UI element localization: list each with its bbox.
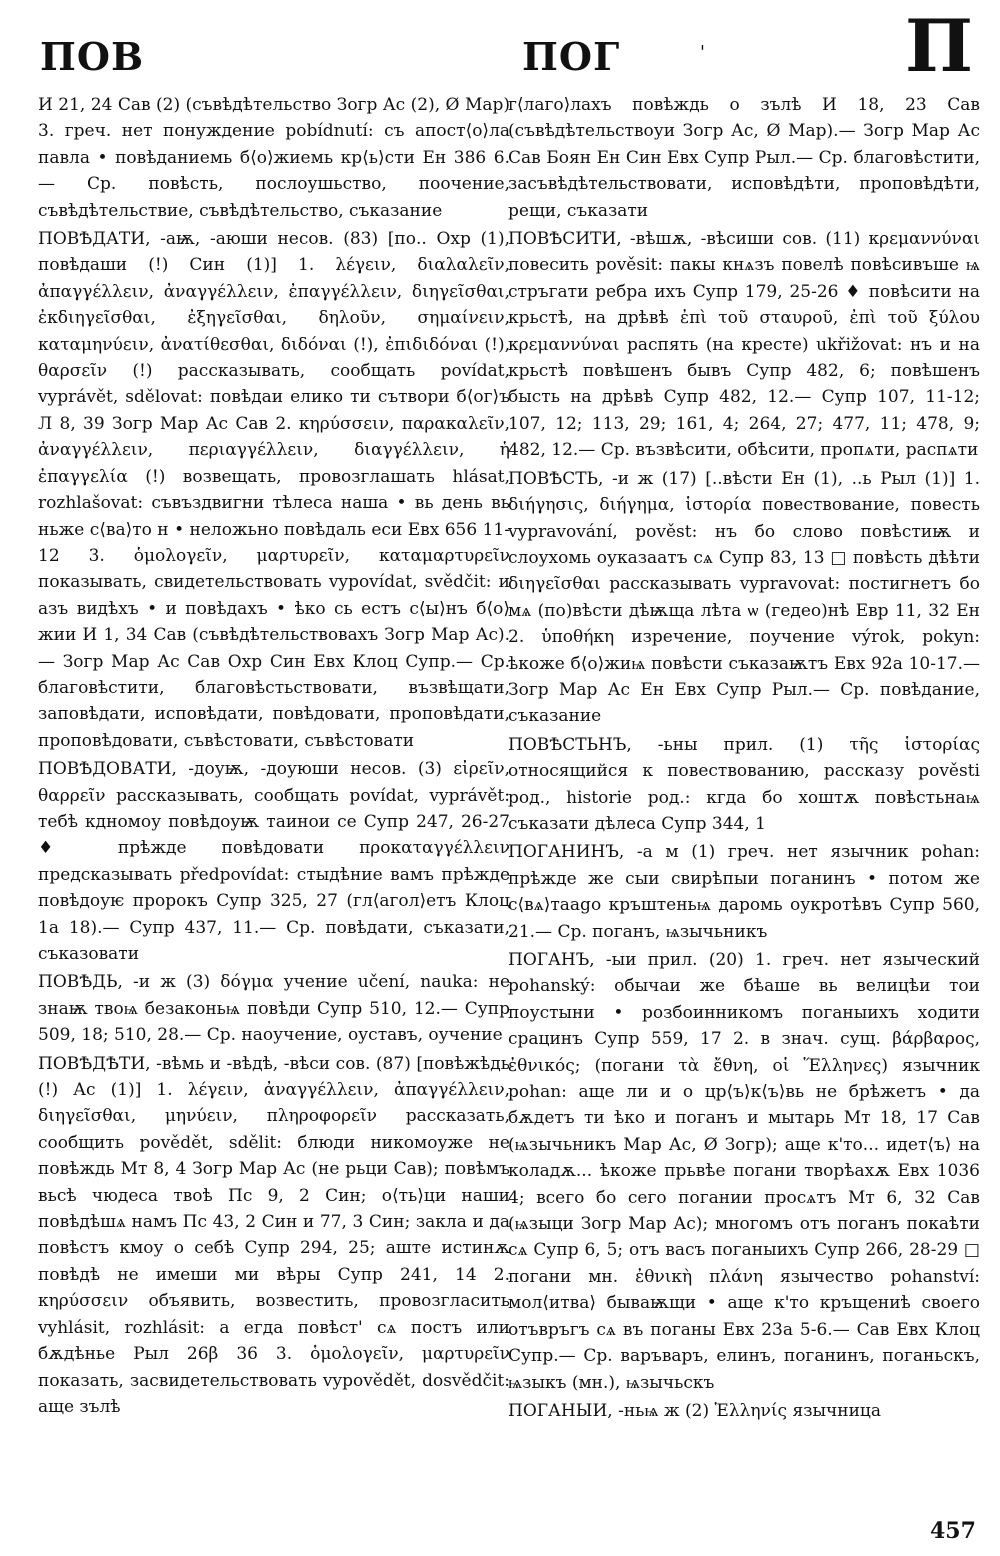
entry-continuation-povedanie: И 21, 24 Сав (2) (съвѣдѣтельство Зогр Ас (2), Ø Мар) 3. греч. нет понуждение pobídnutí: съ апост⟨о⟩ла павла • повѣданиемь б⟨о⟩жиемь кр⟨ь⟩сти Ен 386 6.— Ср. повѣсть, послоушьство, поочение, съвѣдѣтельствие, съвѣдѣтельство, съказание — [38, 95, 510, 221]
header-mark: ' — [700, 42, 705, 63]
entry-poganyi: ПОГАНЫИ, -ньѩ ж (2) Ἑλληνίς язычница — [508, 1400, 881, 1421]
entry-povedovati: ПОВѢДОВАТИ, -доуѭ, -доуюши несов. (3) εἰρεῖν, θαρρεῖν рассказывать, сообщать povídat, vyprávět: тебѣ кдномоу повѣдоуѭ таинои се Супр 247, 26-27 ♦ прѣжде повѣдовати προκαταγγέλλειν предсказывать předpovídat: стыдѣние вамъ прѣжде повѣдоуѥ пророкъ Супр 325, 27 (гл⟨агол⟩етъ Клоц 1а 18).— Супр 437, 11.— Ср. повѣдати, съказати, съказовати — [38, 759, 510, 964]
entry-poved: ПОВѢДЬ, -и ж (3) δόγμα учение učení, nauka: не знаѭ твоѩ безаконьѩ повѣди Супр 510, 12.— Супр 509, 18; 510, 28.— Ср. наоучение, оуставъ, оучение — [38, 972, 510, 1046]
center-guide-word: ПОГ — [522, 34, 621, 79]
entry-poganin: ПОГАНИНЪ, -а м (1) греч. нет язычник pohan: прѣжде же сыи свирѣпыи поганинъ • потом же с⟨вѧ⟩таago кръштеньѩ даромь оукротѣвъ Супр 560, 21.— Ср. поганъ, ѩзычьникъ — [508, 842, 980, 942]
section-letter: П — [905, 3, 973, 88]
entry-continuation-povedeti: г⟨лаго⟩лахъ повѣждь о зълѣ И 18, 23 Сав (съвѣдѣтельствоуи Зогр Ас, Ø Мар).— Зогр Мар Ас Сав Боян Ен Син Евх Супр Рыл.— Ср. благовѣстити, засъвѣдѣтельствовати, исповѣдѣти, проповѣдѣти, рещи, съказати — [508, 95, 980, 221]
entry-povestn: ПОВѢСТЬНЪ, -ьны прил. (1) τῆς ἱστορίας относящийся к повествованию, рассказу pověsti род., historie род.: кгда бо хоштѫ повѣстьнаѩ съказати дѣлеса Супр 344, 1 — [508, 734, 980, 834]
right-column — [508, 92, 980, 1522]
entry-povedati: ПОВѢДАТИ, -аѭ, -аюши несов. (83) [по.. Охр (1), повѣдаши (!) Син (1)] 1. λέγειν, διαλαλεῖν, ἀπαγγέλλειν, ἀναγγέλλειν, ἐπαγγέλλειν, διηγεῖσθαι, ἐκδιηγεῖσθαι, ἐξηγεῖσθαι, δηλοῦν, σημαίνειν, καταμηνύειν, ἀνατίθεσθαι, διδόναι (!), ἐπιδιδόναι (!), θαρσεῖν (!) рассказывать, сообщать povídat, vyprávět, sdělovat: повѣдаи елико ти сътвори б⟨ог⟩ъ Л 8, 39 Зогр Мар Ас Сав 2. κηρύσσειν, παρακαλεῖν, ἀναγγέλλειν, περιαγγέλλειν, διαγγέλλειν, ἡ ἐπαγγελία (!) возвещать, провозглашать hlásat, rozhlašovat: съвъздвигни тѣлеса наша • вь день вь ньже с⟨ва⟩то н • неложьно повѣдаль еси Евх 656 11-12 3. ὁμολογεῖν, μαρτυρεῖν, καταμαρτυρεῖν показывать, свидетельствовать vypovídat, svědčit: и азъ видѣхъ • и повѣдахъ • ѣко сь естъ с⟨ы⟩нъ б⟨о⟩жии И 1, 34 Сав (съвѣдѣтельствовахъ Зогр Мар Ас).— Зогр Мар Ас Сав Охр Син Евх Клоц Супр.— Ср. благовѣстити, благовѣстьствовати, възвѣщати, заповѣдати, исповѣдати, повѣдовати, проповѣдати, проповѣдовати, съвѣстовати, съвѣстовати — [38, 229, 510, 751]
entry-povedeti: ПОВѢДѢТИ, -вѣмь и -вѣдѣ, -вѣси сов. (87) [повѣжѣдь (!) Ас (1)] 1. λέγειν, ἀναγγέλλειν, ἀπαγγέλλειν, διηγεῖσθαι, μηνύειν, πληροφορεῖν рассказать, сообщить povědět, sdělit: блюди никомоуже не повѣждь Мт 8, 4 Зогр Мар Ас (не рьци Сав); повѣмъ вьсѣ чюдеса твоѣ Пс 9, 2 Син; о⟨ть⟩ци наши повѣдѣшѧ намъ Пс 43, 2 Син и 77, 3 Син; закла и да повѣстъ кмоу о себѣ Супр 294, 25; аште истинѫ повѣдѣ не имеши ми вѣры Супр 241, 14 2. κηρύσσειν объявить, возвестить, провозгласить vyhlásit, rozhlásit: а егда повѣст' сѧ постъ или бѫдѣнье Рыл 26β 36 3. ὁμολογεῖν, μαρτυρεῖν показать, засвидетельствовать vypovědět, dosvědčit: аще зълѣ — [38, 1053, 510, 1417]
left-column — [38, 92, 510, 1522]
page-header — [0, 0, 1000, 90]
left-guide-word: ПОВ — [40, 34, 145, 79]
page-number: 457 — [930, 1518, 976, 1544]
entry-povesiti: ПОВѢСИТИ, -вѣшѫ, -вѣсиши сов. (11) κρεμαννύναι повесить pověsit: пакы кнѧзъ повелѣ повѣсивъше ѩ стръгати ребра ихъ Супр 179, 25-26 ♦ повѣсити на крьстѣ, на дрѣвѣ ἐπὶ τοῦ σταυροῦ, ἐπὶ τοῦ ξύλου κρεμαννύναι распять (на кресте) ukřižovat: нъ и на крьстѣ повѣшенъ бывъ Супр 482, 6; повѣшенъ бысть на дрѣвѣ Супр 482, 12.— Супр 107, 11-12; 107, 12; 113, 29; 161, 4; 264, 27; 477, 11; 478, 9; 482, 12.— Ср. възвѣсити, обѣсити, пропѧти, распѧти — [508, 229, 980, 461]
entry-povest: ПОВѢСТЬ, -и ж (17) [..вѣсти Ен (1), ..ь Рыл (1)] 1. διήγησις, διήγημα, ἱστορία повествование, повесть vypravování, pověst: нъ бо слово повѣстиѭ и слоухомь оуказаатъ сѧ Супр 83, 13 □ повѣсть дѣѣти διηγεῖσθαι рассказывать vypravovat: постигнетъ бо мѧ (по)вѣсти дѣѭща лѣта ѡ (гедео)нѣ Евр 11, 32 Ен 2. ὑποθήκη изречение, поучение výrok, pokyn: ѣкоже б⟨о⟩жиѩ повѣсти съказаѭтъ Евх 92а 10-17.— Зогр Мар Ас Ен Евх Супр Рыл.— Ср. повѣдание, съказание — [508, 468, 980, 727]
entry-pogan: ПОГАНЪ, -ыи прил. (20) 1. греч. нет языческий pohanský: обычаи же бѣаше вь велицѣи тои поустыни • розбоинникомъ поганыихъ ходити срацинъ Супр 559, 17 2. в знач. сущ. βάρβαρος, ἐθνικός; (погани τὰ ἔθνη, οἱ Ἕλληνες) язычник pohan: аще ли и о цр⟨ъ⟩к⟨ъ⟩вь не брѣжетъ • да бѫдетъ ти ѣко и поганъ и мытарь Мт 18, 17 Сав (ѩзычьникъ Мар Ас, Ø Зогр); аще к'то... идет⟨ъ⟩ на коладѫ... ѣкоже прьвѣе погани творѣахѫ Евх 1036 4; всего бо сего погании просѧтъ Мт 6, 32 Сав (ѩзыци Зогр Мар Ас); многомъ отъ поганъ покаѣти сѧ Супр 6, 5; отъ васъ поганыихъ Супр 266, 28-29 □ погани мн. ἐθνικὴ πλάνη язычество pohanství: мол⟨итва⟩ бываѭщи • аще к'то кръщениѣ своего отъвръгъ сѧ въ поганы Евх 23а 5-6.— Сав Евх Клоц Супр.— Ср. варъваръ, елинъ, поганинъ, поганьскъ, ѩзыкъ (мн.), ѩзычьскъ — [508, 950, 980, 1393]
